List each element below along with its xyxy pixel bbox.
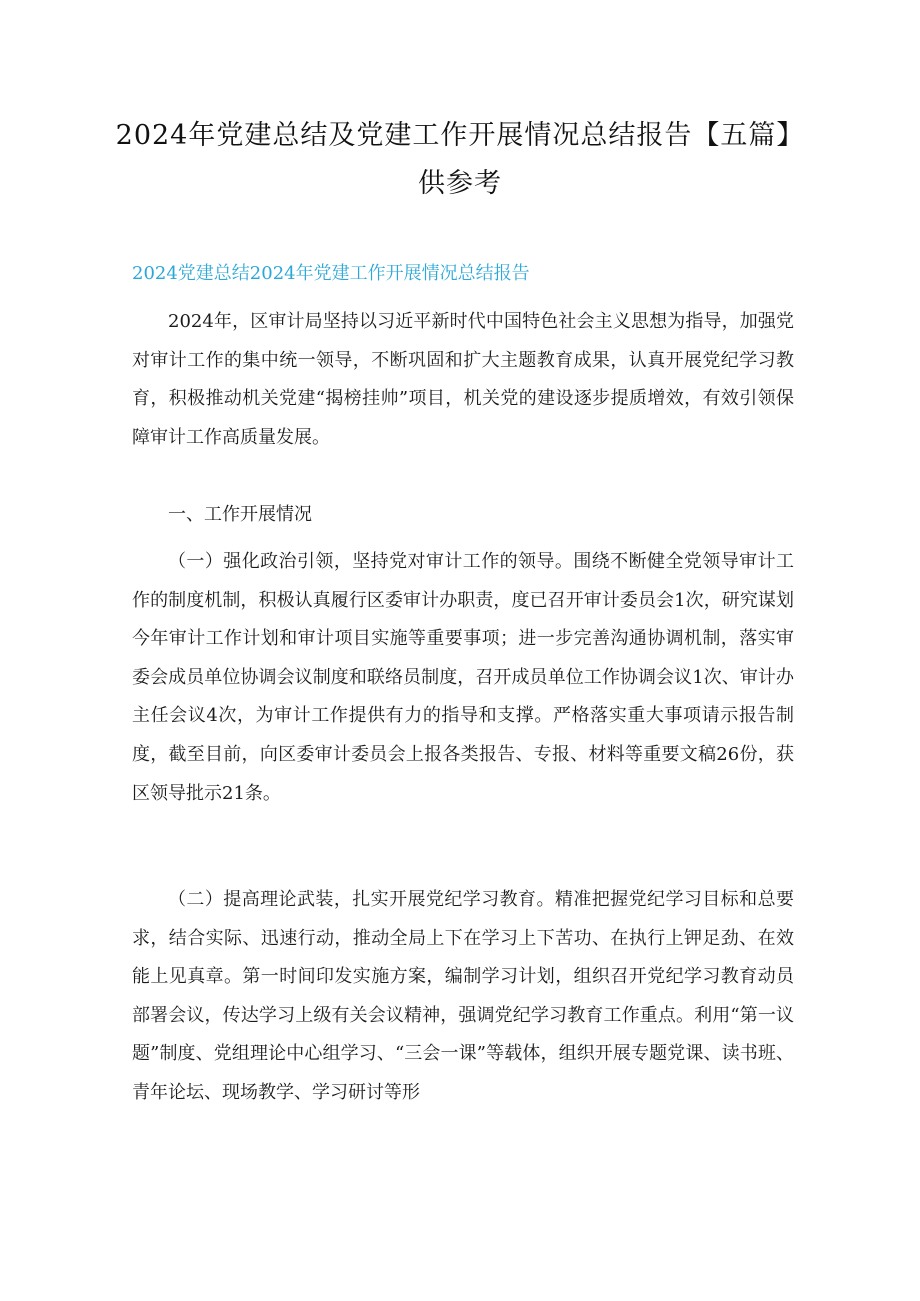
intro-paragraph: 2024年，区审计局坚持以习近平新时代中国特色社会主义思想为指导，加强党对审计工作的集中统一领导，不断巩固和扩大主题教育成果，认真开展党纪学习教育，积极推动机关党建“揭榜挂帅”项目，机关党的建设逐步提质增效，有效引领保障审计工作高质量发展。 bbox=[132, 311, 794, 448]
document-title: 2024年党建总结及党建工作开展情况总结报告【五篇】供参考 bbox=[115, 120, 805, 199]
paragraph-political-leadership: （一）强化政治引领，坚持党对审计工作的领导。围绕不断健全党领导审计工作的制度机制，积极认真履行区委审计办职责，度已召开审计委员会1次，研究谋划今年审计工作计划和审计项目实施等重要事项；进一步完善沟通协调机制，落实审委会成员单位协调会议制度和联络员制度，召开成员单位工作协调会议1次、审计办主任会议4次，为审计工作提供有力的指导和支撑。严格落实重大事项请示报告制度，截至目前，向区委审计委员会上报各类报告、专报、材料等重要文稿26份，获区领导批示21条。 bbox=[132, 551, 794, 804]
heading-work-status: 一、工作开展情况 bbox=[168, 504, 312, 525]
section-heading: 2024党建总结2024年党建工作开展情况总结报告 bbox=[132, 263, 530, 284]
paragraph-theory-study: （二）提高理论武装，扎实开展党纪学习教育。精准把握党纪学习目标和总要求，结合实际、迅速行动，推动全局上下在学习上下苦功、在执行上钾足劲、在效能上见真章。第一时间印发实施方案，编制学习计划，组织召开党纪学习教育动员部署会议，传达学习上级有关会议精神，强调党纪学习教育工作重点。利用“第一议题”制度、党组理论中心组学习、“三会一课”等载体，组织开展专题党课、读书班、青年论坛、现场教学、学习研讨等形 bbox=[132, 889, 794, 1103]
